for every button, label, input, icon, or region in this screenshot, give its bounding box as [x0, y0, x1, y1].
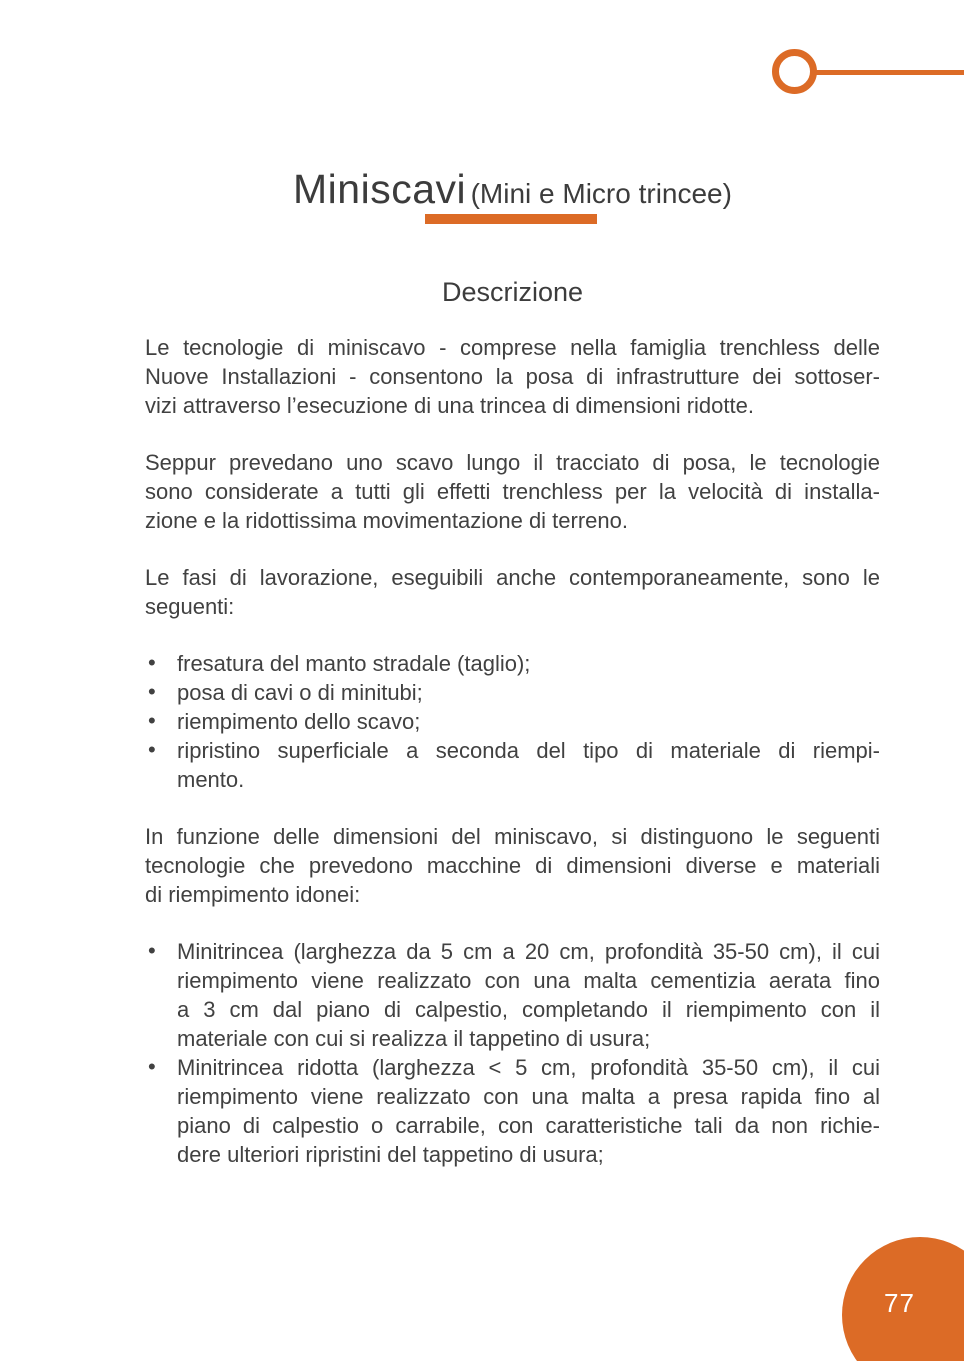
- text-line: Seppur prevedano uno scavo lungo il tracciato di posa, le tecnologie: [145, 450, 880, 475]
- page-title: [145, 166, 880, 213]
- paragraph: [145, 448, 880, 535]
- text-line: dere ulteriori ripristini del tappetino di usura;: [177, 1142, 604, 1167]
- paragraph: [145, 822, 880, 909]
- text-line: posa di cavi o di minitubi;: [177, 680, 423, 705]
- list-item: [145, 937, 880, 1053]
- list-item-lines: [177, 736, 880, 794]
- list-item: [145, 1053, 880, 1169]
- list-item-lines: [177, 678, 880, 707]
- list-item: [145, 736, 880, 794]
- list-item: [145, 707, 880, 736]
- text-line: zione e la ridottissima movimentazione di terreno.: [145, 508, 629, 533]
- list-item-lines: [177, 1053, 880, 1169]
- list-item: [145, 678, 880, 707]
- page-title-sub: (Mini e Micro trincee): [470, 178, 732, 209]
- text-line: ripristino superficiale a seconda del tipo di materiale di riempi-: [177, 738, 880, 763]
- bullet-list: [145, 937, 880, 1169]
- bullet-icon: •: [148, 679, 156, 704]
- bullet-list: [145, 649, 880, 794]
- paragraph: [145, 333, 880, 420]
- bullet-icon: •: [148, 708, 156, 733]
- page-title-main: Miniscavi: [293, 166, 467, 212]
- bullet-icon: •: [148, 938, 156, 963]
- list-item-lines: [177, 707, 880, 736]
- text-line: vizi attraverso l’esecuzione di una trincea di dimensioni ridotte.: [145, 393, 754, 418]
- text-line: sono considerate a tutti gli effetti trenchless per la velocità di installa-: [145, 479, 880, 504]
- text-line: Le fasi di lavorazione, eseguibili anche contemporaneamente, sono le: [145, 565, 880, 590]
- text-line: tecnologie che prevedono macchine di dimensioni diverse e materiali: [145, 853, 880, 878]
- text-line: piano di calpestio o carrabile, con caratteristiche tali da non richie-: [177, 1113, 880, 1138]
- list-item: [145, 649, 880, 678]
- bullet-icon: •: [148, 737, 156, 762]
- body-text: [145, 333, 880, 1197]
- text-line: a 3 cm dal piano di calpestio, completando il riempimento con il: [177, 997, 880, 1022]
- text-line: di riempimento idonei:: [145, 882, 361, 907]
- text-line: Minitrincea ridotta (larghezza < 5 cm, profondità 35-50 cm), il cui: [177, 1055, 880, 1080]
- text-line: Nuove Installazioni - consentono la posa di infrastrutture dei sottoser-: [145, 364, 880, 389]
- bullet-icon: •: [148, 650, 156, 675]
- text-line: materiale con cui si realizza il tappetino di usura;: [177, 1026, 651, 1051]
- bullet-icon: •: [148, 1054, 156, 1079]
- text-line: fresatura del manto stradale (taglio);: [177, 651, 531, 676]
- section-heading: Descrizione: [441, 277, 584, 307]
- text-line: riempimento viene realizzato con una malta a presa rapida fino al: [177, 1084, 880, 1109]
- text-line: Minitrincea (larghezza da 5 cm a 20 cm, profondità 35-50 cm), il cui: [177, 939, 880, 964]
- text-line: riempimento dello scavo;: [177, 709, 421, 734]
- text-line: seguenti:: [145, 594, 235, 619]
- list-item-lines: [177, 649, 880, 678]
- ring-icon: [772, 49, 817, 94]
- page-number: 77: [884, 1288, 915, 1318]
- text-line: mento.: [177, 767, 245, 792]
- list-item-lines: [177, 937, 880, 1053]
- text-line: Le tecnologie di miniscavo - comprese nella famiglia trenchless delle: [145, 335, 880, 360]
- text-line: riempimento viene realizzato con una malta cementizia aerata fino: [177, 968, 880, 993]
- text-line: In funzione delle dimensioni del miniscavo, si distinguono le seguenti: [145, 824, 880, 849]
- horizontal-line: [816, 70, 964, 75]
- paragraph: [145, 563, 880, 621]
- title-underline-bar: [425, 214, 597, 224]
